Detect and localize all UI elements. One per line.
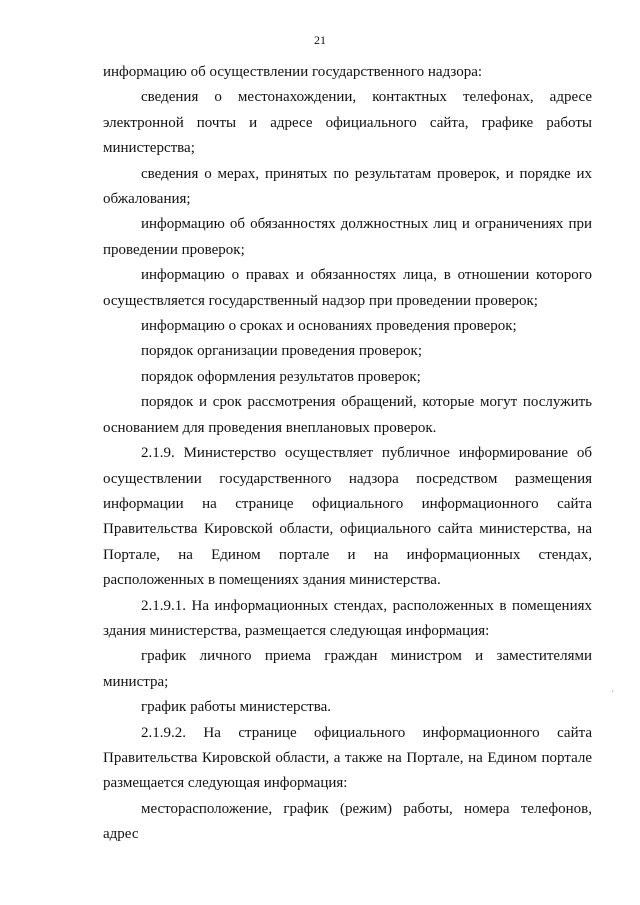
paragraph: сведения о мерах, принятых по результатам проверок, и порядке их обжалования; (103, 165, 592, 208)
paragraph: 2.1.9.2. На странице официального информационного сайта Правительства Кировской области, а также на Портале, на Едином портале размещается следующая информация: (103, 724, 592, 792)
paragraph: 2.1.9.1. На информационных стендах, расположенных в помещениях здания министерства, размещается следующая информация: (103, 597, 592, 639)
page-number: 21 (314, 33, 326, 47)
paragraph: информацию о правах и обязанностях лица, в отношении которого осуществляется государственный надзор при проведении проверок; (103, 267, 592, 309)
paragraph: 2.1.9. Министерство осуществляет публичное информирование об осуществлении государственного надзора посредством размещения информации на странице официального информационного сайта Правительства Кировской области, официального сайта министерства, на Портале, на Едином портале и на информационных стендах, расположенных в помещениях здания министерства. (103, 445, 592, 589)
paragraph: график работы министерства. (141, 699, 332, 716)
paragraph: информацию об осуществлении государственного надзора: (103, 64, 483, 80)
paragraph: информацию об обязанностях должностных лиц и ограничениях при проведении проверок; (103, 216, 592, 258)
paragraph: график личного приема граждан министром и заместителями министра; (103, 648, 592, 690)
paragraph: месторасположение, график (режим) работы, номера телефонов, адрес (103, 800, 592, 843)
body-text (103, 60, 592, 848)
paragraph: порядок организации проведения проверок; (141, 343, 422, 360)
paragraph: сведения о местонахождении, контактных телефонах, адресе электронной почты и адресе официального сайта, графике работы министерства; (103, 89, 592, 157)
paragraph: информацию о сроках и основаниях проведения проверок; (141, 318, 517, 335)
scan-speck (612, 690, 613, 692)
paragraph: порядок оформления результатов проверок; (141, 368, 421, 385)
paragraph: порядок и срок рассмотрения обращений, которые могут послужить основанием для проведения внеплановых проверок. (103, 394, 592, 436)
